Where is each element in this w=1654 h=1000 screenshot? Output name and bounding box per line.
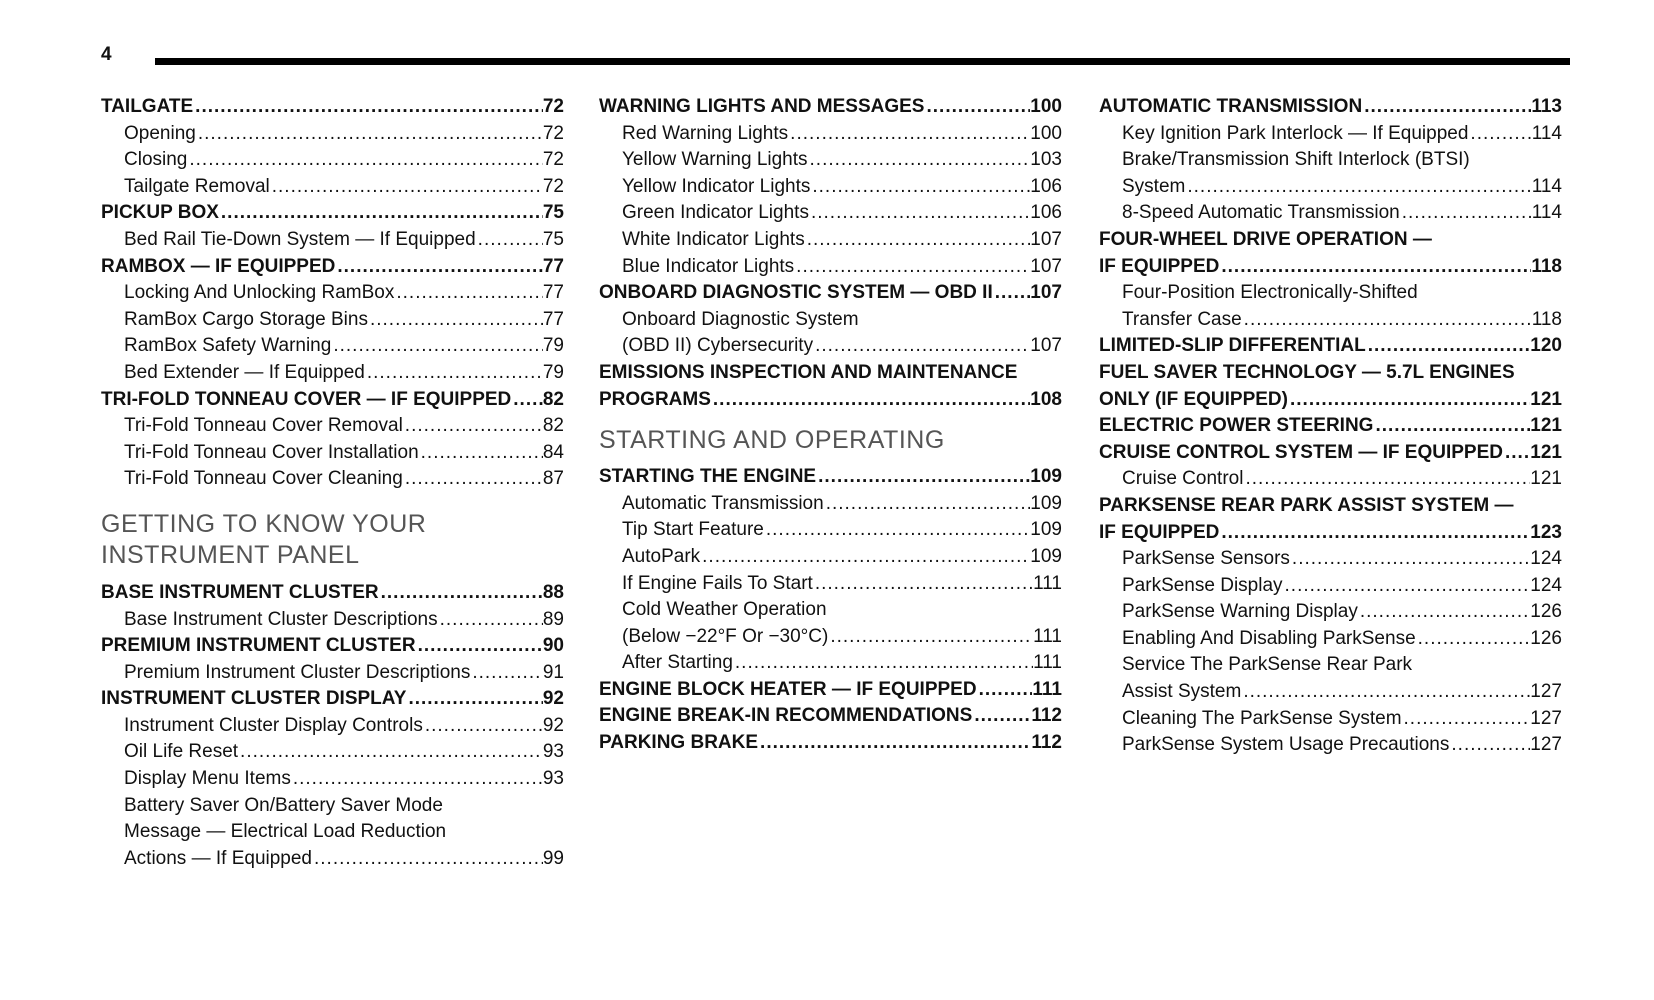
toc-entry-line[interactable]: Message — Electrical Load Reduction — [124, 821, 447, 843]
header-rule — [155, 58, 1570, 65]
toc-entry[interactable]: Key Ignition Park Interlock — If Equipped ..... 114 — [1099, 121, 1562, 148]
toc-entry[interactable]: RAMBOX — IF EQUIPPED ..... 77 — [101, 254, 564, 281]
toc-entry[interactable]: Locking And Unlocking RamBox ..... 77 — [101, 280, 564, 307]
toc-entry[interactable]: After Starting ..... 111 — [599, 650, 1062, 677]
toc-entry[interactable]: Tip Start Feature ..... 109 — [599, 517, 1062, 544]
toc-entry[interactable]: RamBox Cargo Storage Bins ..... 77 — [101, 307, 564, 334]
toc-entry[interactable]: WARNING LIGHTS AND MESSAGES ..... 100 — [599, 94, 1062, 121]
toc-entry[interactable]: White Indicator Lights ..... 107 — [599, 227, 1062, 254]
toc-entry[interactable]: PROGRAMS ..... 108 — [599, 387, 1062, 414]
toc-entry[interactable]: ParkSense System Usage Precautions ..... 127 — [1099, 732, 1562, 759]
toc-entry[interactable]: AutoPark ..... 109 — [599, 544, 1062, 571]
toc-entry[interactable]: Red Warning Lights ..... 100 — [599, 121, 1062, 148]
toc-entry[interactable]: INSTRUMENT CLUSTER DISPLAY ..... 92 — [101, 686, 564, 713]
toc-entry[interactable]: (Below −22°F Or −30°C) ..... 111 — [599, 624, 1062, 651]
toc-entry[interactable]: ParkSense Display ..... 124 — [1099, 573, 1562, 600]
toc-entry[interactable]: IF EQUIPPED ..... 123 — [1099, 520, 1562, 547]
toc-column-1 — [101, 94, 564, 872]
toc-entry[interactable]: RamBox Safety Warning ..... 79 — [101, 333, 564, 360]
section-heading: GETTING TO KNOW YOUR INSTRUMENT PANEL — [101, 509, 427, 569]
toc-entry[interactable]: ELECTRIC POWER STEERING ..... 121 — [1099, 413, 1562, 440]
toc-entry[interactable]: Cleaning The ParkSense System ..... 127 — [1099, 706, 1562, 733]
toc-entry[interactable]: ParkSense Sensors ..... 124 — [1099, 546, 1562, 573]
toc-entry[interactable]: ONBOARD DIAGNOSTIC SYSTEM — OBD II ..... 107 — [599, 280, 1062, 307]
toc-entry-line[interactable]: EMISSIONS INSPECTION AND MAINTENANCE — [599, 361, 1018, 383]
toc-entry[interactable]: PICKUP BOX ..... 75 — [101, 200, 564, 227]
toc-entry[interactable]: ENGINE BREAK-IN RECOMMENDATIONS ..... 112 — [599, 703, 1062, 730]
toc-entry[interactable]: TRI-FOLD TONNEAU COVER — IF EQUIPPED ..... 82 — [101, 387, 564, 414]
toc-entry[interactable]: PREMIUM INSTRUMENT CLUSTER ..... 90 — [101, 633, 564, 660]
toc-column-3 — [1099, 94, 1562, 759]
toc-column-2 — [599, 94, 1062, 757]
toc-entry[interactable]: Transfer Case ..... 118 — [1099, 307, 1562, 334]
toc-entry[interactable]: TAILGATE ..... 72 — [101, 94, 564, 121]
toc-entry[interactable]: CRUISE CONTROL SYSTEM — IF EQUIPPED ..... 121 — [1099, 440, 1562, 467]
page-number: 4 — [101, 44, 112, 65]
toc-entry[interactable]: Enabling And Disabling ParkSense ..... 126 — [1099, 626, 1562, 653]
toc-entry-line[interactable]: PARKSENSE REAR PARK ASSIST SYSTEM — — [1099, 494, 1514, 516]
toc-entry-line[interactable]: FOUR-WHEEL DRIVE OPERATION — — [1099, 228, 1432, 250]
toc-entry[interactable]: Actions — If Equipped ..... 99 — [101, 846, 564, 873]
toc-entry[interactable]: Green Indicator Lights ..... 106 — [599, 200, 1062, 227]
toc-entry[interactable]: Tri-Fold Tonneau Cover Removal ..... 82 — [101, 413, 564, 440]
toc-entry[interactable]: STARTING THE ENGINE ..... 109 — [599, 464, 1062, 491]
toc-entry[interactable]: System ..... 114 — [1099, 174, 1562, 201]
toc-entry[interactable]: AUTOMATIC TRANSMISSION ..... 113 — [1099, 94, 1562, 121]
toc-entry[interactable]: ENGINE BLOCK HEATER — IF EQUIPPED ..... 111 — [599, 677, 1062, 704]
toc-entry[interactable]: BASE INSTRUMENT CLUSTER ..... 88 — [101, 580, 564, 607]
toc-entry[interactable]: Tailgate Removal ..... 72 — [101, 174, 564, 201]
toc-entry[interactable]: Yellow Indicator Lights ..... 106 — [599, 174, 1062, 201]
toc-entry[interactable]: Assist System ..... 127 — [1099, 679, 1562, 706]
toc-entry[interactable]: Yellow Warning Lights ..... 103 — [599, 147, 1062, 174]
toc-entry[interactable]: Bed Extender — If Equipped ..... 79 — [101, 360, 564, 387]
toc-entry[interactable]: Instrument Cluster Display Controls ..... 92 — [101, 713, 564, 740]
toc-entry[interactable]: Automatic Transmission ..... 109 — [599, 491, 1062, 518]
toc-entry[interactable]: PARKING BRAKE ..... 112 — [599, 730, 1062, 757]
toc-entry[interactable]: LIMITED-SLIP DIFFERENTIAL ..... 120 — [1099, 333, 1562, 360]
toc-entry-line[interactable]: Onboard Diagnostic System — [622, 308, 859, 330]
toc-entry[interactable]: Display Menu Items ..... 93 — [101, 766, 564, 793]
toc-entry-line[interactable]: Battery Saver On/Battery Saver Mode — [124, 794, 443, 816]
toc-entry[interactable]: Tri-Fold Tonneau Cover Installation ..... 84 — [101, 440, 564, 467]
toc-entry[interactable]: Cruise Control ..... 121 — [1099, 466, 1562, 493]
toc-entry[interactable]: Bed Rail Tie-Down System — If Equipped ..... 75 — [101, 227, 564, 254]
toc-entry[interactable]: If Engine Fails To Start ..... 111 — [599, 571, 1062, 598]
toc-entry[interactable]: (OBD II) Cybersecurity ..... 107 — [599, 333, 1062, 360]
toc-entry-line[interactable]: FUEL SAVER TECHNOLOGY — 5.7L ENGINES — [1099, 361, 1515, 383]
toc-entry[interactable]: Closing ..... 72 — [101, 147, 564, 174]
toc-entry-line[interactable]: Service The ParkSense Rear Park — [1122, 654, 1413, 676]
toc-entry[interactable]: IF EQUIPPED ..... 118 — [1099, 254, 1562, 281]
toc-entry[interactable]: Oil Life Reset ..... 93 — [101, 739, 564, 766]
toc-entry-line[interactable]: Cold Weather Operation — [622, 599, 827, 621]
section-heading: STARTING AND OPERATING — [599, 426, 945, 455]
toc-entry[interactable]: ONLY (IF EQUIPPED) ..... 121 — [1099, 387, 1562, 414]
toc-entry[interactable]: Base Instrument Cluster Descriptions ..... 89 — [101, 607, 564, 634]
toc-entry[interactable]: Opening ..... 72 — [101, 121, 564, 148]
toc-entry[interactable]: ParkSense Warning Display ..... 126 — [1099, 599, 1562, 626]
toc-entry-line[interactable]: Four-Position Electronically-Shifted — [1122, 282, 1418, 304]
toc-entry[interactable]: 8-Speed Automatic Transmission ..... 114 — [1099, 200, 1562, 227]
toc-entry[interactable]: Premium Instrument Cluster Descriptions ..... 91 — [101, 660, 564, 687]
toc-entry[interactable]: Blue Indicator Lights ..... 107 — [599, 254, 1062, 281]
toc-entry-line[interactable]: Brake/Transmission Shift Interlock (BTSI) — [1122, 149, 1470, 171]
toc-entry[interactable]: Tri-Fold Tonneau Cover Cleaning ..... 87 — [101, 466, 564, 493]
